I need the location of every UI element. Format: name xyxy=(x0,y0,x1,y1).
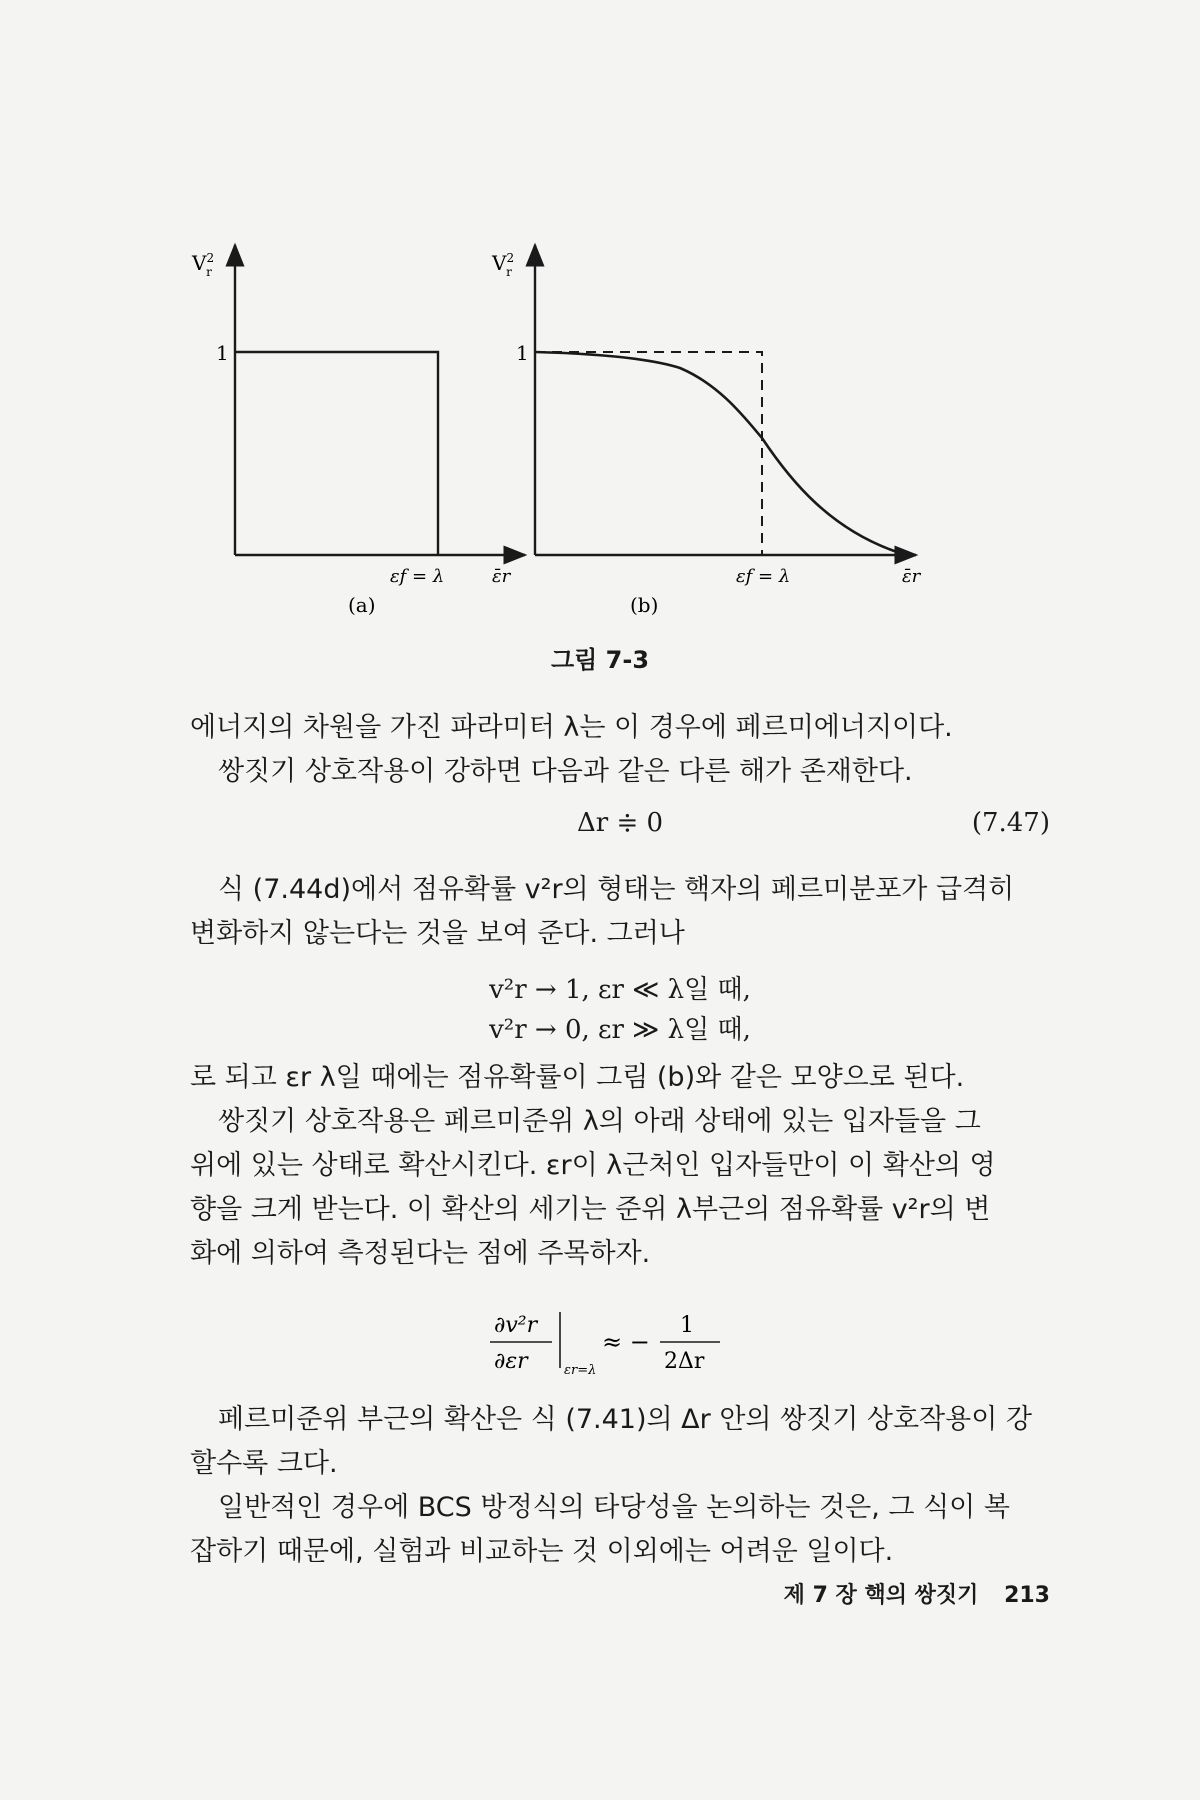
figure-7-3 xyxy=(180,240,1060,700)
limit-equation-1: v²r → 1, εr ≪ λ일 때, xyxy=(489,975,751,1005)
deriv-denominator: ∂εr xyxy=(494,1349,528,1374)
paragraph-6 xyxy=(190,1398,1050,1574)
text-line: 변화하지 않는다는 것을 보여 준다. 그러나 xyxy=(190,918,685,949)
panel-b-dashed-step xyxy=(535,352,762,555)
paragraph-1 xyxy=(190,706,1050,794)
chapter-title: 제 7 장 핵의 쌍짓기 xyxy=(783,1583,979,1608)
deriv-rhs-numerator: 1 xyxy=(680,1313,694,1338)
page-number: 213 xyxy=(1004,1583,1050,1608)
equation-7-47 xyxy=(190,808,1050,848)
derivative-equation xyxy=(480,1302,740,1382)
figure-svg xyxy=(180,240,1060,700)
panel-a-label: (a) xyxy=(348,593,376,617)
figure-caption: 그림 7-3 xyxy=(550,646,650,674)
panel-b-label: (b) xyxy=(630,593,659,617)
text-line: 쌍짓기 상호작용은 페르미준위 λ의 아래 상태에 있는 입자들을 그 xyxy=(218,1106,981,1137)
limit-equation-2: v²r → 0, εr ≫ λ일 때, xyxy=(489,1015,751,1045)
text-line: 에너지의 차원을 가진 파라미터 λ는 이 경우에 페르미에너지이다. xyxy=(190,712,953,743)
equation-body: Δr ≑ 0 xyxy=(576,808,664,838)
panel-a-x-label: ε̄r xyxy=(492,566,511,587)
page-footer xyxy=(784,1578,1050,1609)
paragraph-4 xyxy=(190,1056,1050,1276)
panel-b xyxy=(491,245,922,617)
text-line: 잡하기 때문에, 실험과 비교하는 것 이외에는 어려운 일이다. xyxy=(190,1536,894,1567)
text-line: 위에 있는 상태로 확산시킨다. εr이 λ근처인 입자들만이 이 확산의 영 xyxy=(190,1150,996,1181)
deriv-eval-point: εr=λ xyxy=(564,1363,597,1378)
deriv-numerator: ∂v²r xyxy=(494,1313,538,1338)
text-line: 로 되고 εr λ일 때에는 점유확률이 그림 (b)와 같은 모양으로 된다. xyxy=(190,1062,965,1093)
panel-b-tick-1: 1 xyxy=(516,341,529,365)
paragraph-3 xyxy=(190,868,1050,956)
text-line: 할수록 크다. xyxy=(190,1448,338,1479)
panel-a-step-curve xyxy=(235,352,438,555)
panel-b-smooth-curve xyxy=(535,352,900,553)
panel-b-y-label: $V^2$ r xyxy=(492,251,515,279)
limit-equations xyxy=(190,970,1050,1050)
text-line: 일반적인 경우에 BCS 방정식의 타당성을 논의하는 것은, 그 식이 복 xyxy=(218,1492,1010,1523)
panel-a-y-label: $V^2$ r xyxy=(192,251,215,279)
text-line: 페르미준위 부근의 확산은 식 (7.41)의 Δr 안의 쌍짓기 상호작용이 강 xyxy=(218,1404,1032,1435)
text-line: 식 (7.44d)에서 점유확률 v²r의 형태는 핵자의 페르미분포가 급격히 xyxy=(218,874,1015,905)
derivative-svg xyxy=(480,1302,740,1382)
panel-a-x-marker: εf = λ xyxy=(390,566,445,587)
panel-b-x-label: ε̄r xyxy=(902,566,921,587)
equation-number: (7.47) xyxy=(971,808,1050,838)
deriv-rhs-denominator: 2Δr xyxy=(664,1349,705,1374)
text-line: 화에 의하여 측정된다는 점에 주목하자. xyxy=(190,1238,651,1269)
panel-a-tick-1: 1 xyxy=(216,341,229,365)
deriv-approx-sign: ≈ − xyxy=(602,1328,650,1356)
text-line: 향을 크게 받는다. 이 확산의 세기는 준위 λ부근의 점유확률 v²r의 변 xyxy=(190,1194,991,1225)
text-line: 쌍짓기 상호작용이 강하면 다음과 같은 다른 해가 존재한다. xyxy=(218,756,913,787)
panel-b-x-marker: εf = λ xyxy=(736,566,791,587)
panel-a xyxy=(191,245,525,617)
